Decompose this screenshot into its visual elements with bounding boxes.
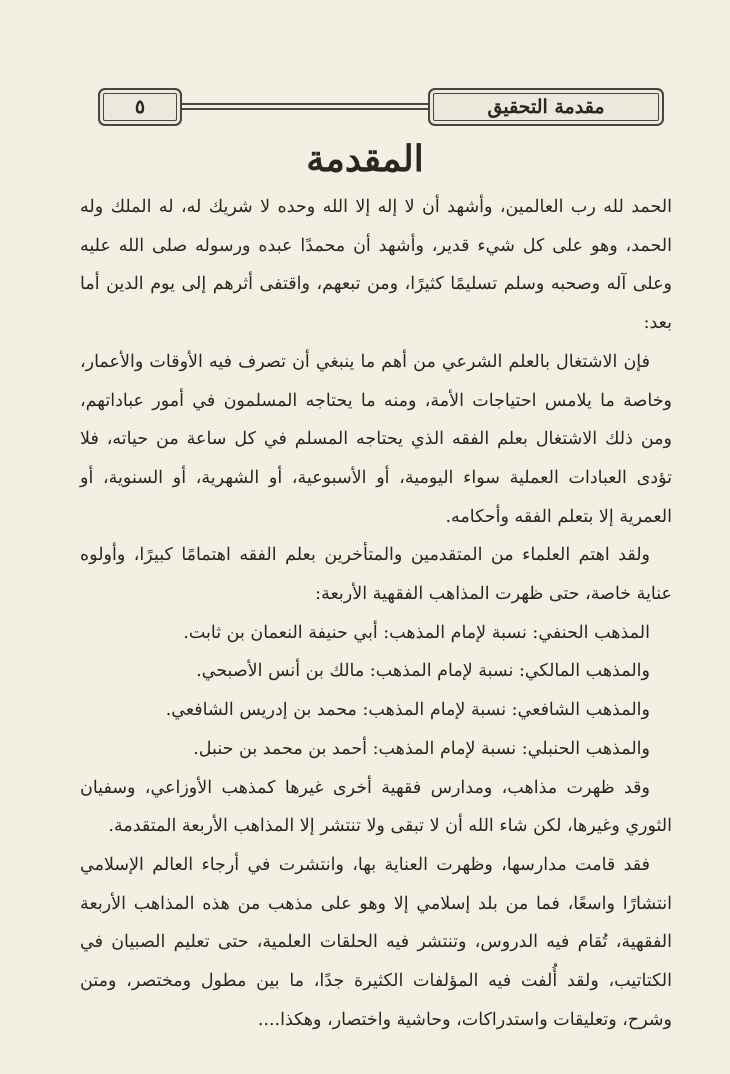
school-maliki: والمذهب المالكي: نسبة لإمام المذهب: مالك بن أنس الأصبحي.	[196, 661, 650, 682]
school-shafii: والمذهب الشافعي: نسبة لإمام المذهب: محمد بن إدريس الشافعي.	[165, 700, 650, 721]
running-header	[98, 88, 664, 130]
paragraph-scholars: ولقد اهتم العلماء من المتقدمين والمتأخرين بعلم الفقه اهتمامًا كبيرًا، وأولوه عناية خاصة، حتى ظهرت المذاهب الفقهية الأربعة:	[80, 545, 672, 605]
paragraph-importance: فإن الاشتغال بالعلم الشرعي من أهم ما ينبغي أن تصرف فيه الأوقات والأعمار، وخاصة ما يلامس احتياجات الأمة، ومنه ما يحتاجه المسلمون في أمور عباداتهم، ومن ذلك الاشتغال بعلم الفقه الذي يحتاجه المسلم في كل ساعة من حياته، فلا تؤدى العبادات العملية سواء اليومية، أو الأسبوعية، أو الشهرية، أو السنوية، أو العمرية إلا بتعلم الفقه وأحكامه.	[80, 351, 672, 527]
body-text	[80, 188, 672, 1039]
paragraph-other-schools: وقد ظهرت مذاهب، ومدارس فقهية أخرى غيرها كمذهب الأوزاعي، وسفيان الثوري وغيرها، لكن شاء الله أن لا تبقى ولا تنتشر إلا المذاهب الأربعة المتقدمة.	[80, 777, 672, 837]
intro-paragraph: الحمد لله رب العالمين، وأشهد أن لا إله إلا الله وحده لا شريك له، له الملك وله الحمد، وهو على كل شيء قدير، وأشهد أن محمدًا عبده ورسوله صلى الله عليه وعلى آله وصحبه وسلم تسليمًا كثيرًا، ومن تبعهم، واقتفى أثرهم إلى يوم الدين أما بعد:	[80, 197, 672, 334]
header-section-title: مقدمة التحقيق	[428, 88, 664, 126]
chapter-title: المقدمة	[306, 138, 424, 180]
school-hanbali: والمذهب الحنبلي: نسبة لإمام المذهب: أحمد بن محمد بن حنبل.	[193, 738, 650, 759]
paragraph-spread: فقد قامت مدارسها، وظهرت العناية بها، وانتشرت في أرجاء العالم الإسلامي انتشارًا واسعًا، فما من بلد إسلامي إلا وهو على مذهب من هذه المذاهب الأربعة الفقهية، تُقام فيه الدروس، وتنتشر فيه الحلقات العلمية، حتى تعليم الصبيان في الكتاتيب، ولقد أُلفت فيه المؤلفات الكثيرة جدًا، ما بين مطول ومختصر، ومتن وشرح، وتعليقات واستدراكات، وحاشية واختصار، وهكذا....	[80, 854, 672, 1030]
school-hanafi: المذهب الحنفي: نسبة لإمام المذهب: أبي حنيفة النعمان بن ثابت.	[183, 622, 650, 643]
page-number: ٥	[98, 88, 182, 126]
